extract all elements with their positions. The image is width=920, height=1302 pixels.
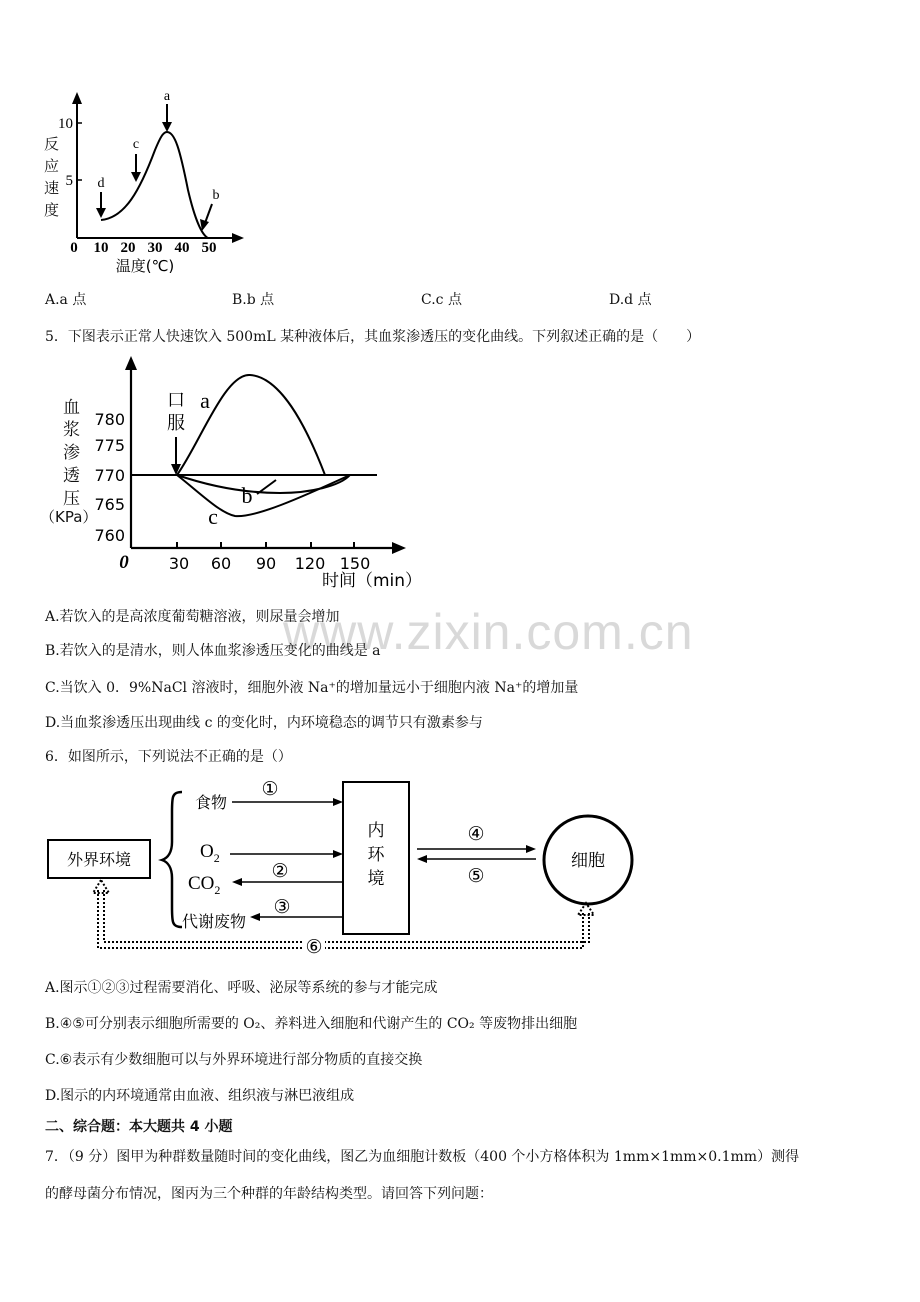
q5-y-label-3: 渗 [63, 443, 80, 463]
arrow-5-head [417, 855, 427, 863]
q4-x-label: 温度(℃) [115, 257, 175, 275]
curly-brace [162, 792, 182, 927]
q5-x-tick-120: 120 [294, 554, 326, 573]
q6-stem: 6．如图所示，下列说法不正确的是（） [45, 749, 292, 765]
q4-x-tick-10: 10 [93, 240, 109, 256]
q6-option-a: A.图示①②③过程需要消化、呼吸、泌尿等系统的参与才能完成 [45, 980, 438, 996]
q5-arrow-label-2: 服 [167, 413, 185, 434]
co2-label: $CO_2$ [188, 873, 221, 897]
q4-y-tick-5: 5 [65, 173, 73, 189]
q4-option-b: B.b 点 [232, 292, 275, 308]
circle-6: ⑥ [305, 937, 323, 958]
q6-option-b: B.④⑤可分别表示细胞所需要的 O₂、养料进入细胞和代谢产生的 CO₂ 等废物排出细胞 [45, 1016, 578, 1032]
arrow-o2-head [333, 850, 343, 858]
q5-y-label-5: 压 [63, 489, 80, 509]
q6-diagram [40, 772, 660, 972]
q5-y-label-unit: （KPa） [40, 508, 98, 526]
q4-x-tick-0: 0 [70, 240, 78, 256]
q4-arrow-b [205, 204, 212, 223]
q5-arrow-label-1: 口 [167, 390, 185, 411]
outer-environment-label: 外界环境 [66, 850, 132, 869]
q5-x-tick-60: 60 [210, 554, 232, 573]
o2-label: $O_2$ [200, 841, 220, 865]
q5-y-tick-780: 780 [94, 410, 125, 429]
arrow-4-head [526, 845, 536, 853]
q4-arrowhead-a [162, 122, 172, 132]
q5-annot-b: b [241, 483, 253, 508]
waste-label: 代谢废物 [182, 912, 247, 931]
arrow-2-head [232, 878, 242, 886]
q7-line-1: 7．（9 分）图甲为种群数量随时间的变化曲线，图乙为血细胞计数板（400 个小方格体积为 1mm×1mm×0.1mm）测得 [45, 1149, 800, 1165]
q5-x-label: 时间（min） [321, 571, 423, 591]
inner-env-char-2: 环 [367, 845, 385, 865]
section-2-title: 二、综合题：本大题共 4 小题 [45, 1119, 233, 1135]
cell-label: 细胞 [571, 851, 605, 871]
q4-x-tick-20: 20 [120, 240, 136, 256]
arrow-6-head-left [93, 880, 109, 893]
circle-2: ② [271, 861, 289, 882]
q4-y-tick-10: 10 [58, 116, 73, 132]
q4-y-axis-arrow [72, 92, 82, 104]
circle-3: ③ [273, 897, 291, 918]
food-label: 食物 [195, 793, 228, 812]
q4-annot-a: a [163, 89, 171, 104]
q5-y-tick-775: 775 [94, 436, 125, 455]
q5-annot-c: c [208, 504, 218, 529]
q5-y-tick-760: 760 [94, 526, 125, 545]
q5-y-tick-765: 765 [94, 495, 125, 514]
inner-env-char-1: 内 [367, 821, 385, 841]
q4-y-label: 反应速度 [44, 135, 60, 219]
q5-oral-arrowhead [171, 464, 181, 475]
q4-option-a: A.a 点 [45, 292, 87, 308]
q6-option-d: D.图示的内环境通常由血液、组织液与淋巴液组成 [45, 1088, 355, 1104]
q5-y-axis-arrow [125, 356, 137, 370]
q4-annot-b: b [212, 188, 220, 203]
q4-chart [30, 80, 250, 280]
q5-x-tick-30: 30 [168, 554, 190, 573]
circle-4: ④ [467, 824, 485, 845]
q5-origin: 0 [119, 552, 129, 573]
q5-y-label-2: 浆 [63, 420, 80, 440]
q5-curve-c [177, 475, 350, 516]
q4-option-c: C.c 点 [421, 292, 462, 308]
q6-option-c: C.⑥表示有少数细胞可以与外界环境进行部分物质的直接交换 [45, 1052, 423, 1068]
circle-1: ① [261, 779, 279, 800]
circle-5: ⑤ [467, 866, 485, 887]
q7-line-2: 的酵母菌分布情况，图丙为三个种群的年龄结构类型。请回答下列问题： [45, 1186, 493, 1202]
q5-annot-a: a [200, 388, 210, 413]
arrow-1-head [333, 798, 343, 806]
q4-x-tick-50: 50 [201, 240, 217, 256]
q5-option-d: D.当血浆渗透压出现曲线 c 的变化时，内环境稳态的调节只有激素参与 [45, 715, 483, 731]
q5-option-b: B.若饮入的是清水，则人体血浆渗透压变化的曲线是 a [45, 643, 381, 659]
q5-option-c: C.当饮入 0．9%NaCl 溶液时，细胞外液 Na⁺的增加量远小于细胞内液 Na⁺的增加量 [45, 680, 579, 696]
q5-x-tick-150: 150 [339, 554, 371, 573]
inner-env-char-3: 境 [367, 869, 385, 889]
q5-y-label-1: 血 [63, 398, 80, 418]
q5-stem: 5．下图表示正常人快速饮入 500mL 某种液体后，其血浆渗透压的变化曲线。下列叙述正确的是（ ） [45, 329, 701, 345]
arrow-3-head [250, 913, 260, 921]
q5-y-label-4: 透 [63, 466, 80, 486]
q5-x-axis-arrow [392, 542, 406, 554]
q4-arrowhead-c [131, 172, 141, 182]
q4-option-d: D.d 点 [609, 292, 652, 308]
q4-curve [101, 132, 208, 238]
q5-chart [40, 348, 440, 593]
q4-annot-d: d [97, 176, 105, 191]
q4-arrowhead-d [96, 208, 106, 218]
q4-x-tick-30: 30 [147, 240, 163, 256]
watermark: www.zixin.com.cn [283, 604, 694, 660]
q4-x-tick-40: 40 [174, 240, 190, 256]
q5-option-a: A.若饮入的是高浓度葡萄糖溶液，则尿量会增加 [45, 609, 340, 625]
q4-annot-c: c [132, 137, 140, 152]
q5-y-tick-770: 770 [94, 466, 125, 485]
q4-x-axis-arrow [232, 233, 244, 243]
q5-x-tick-90: 90 [255, 554, 277, 573]
